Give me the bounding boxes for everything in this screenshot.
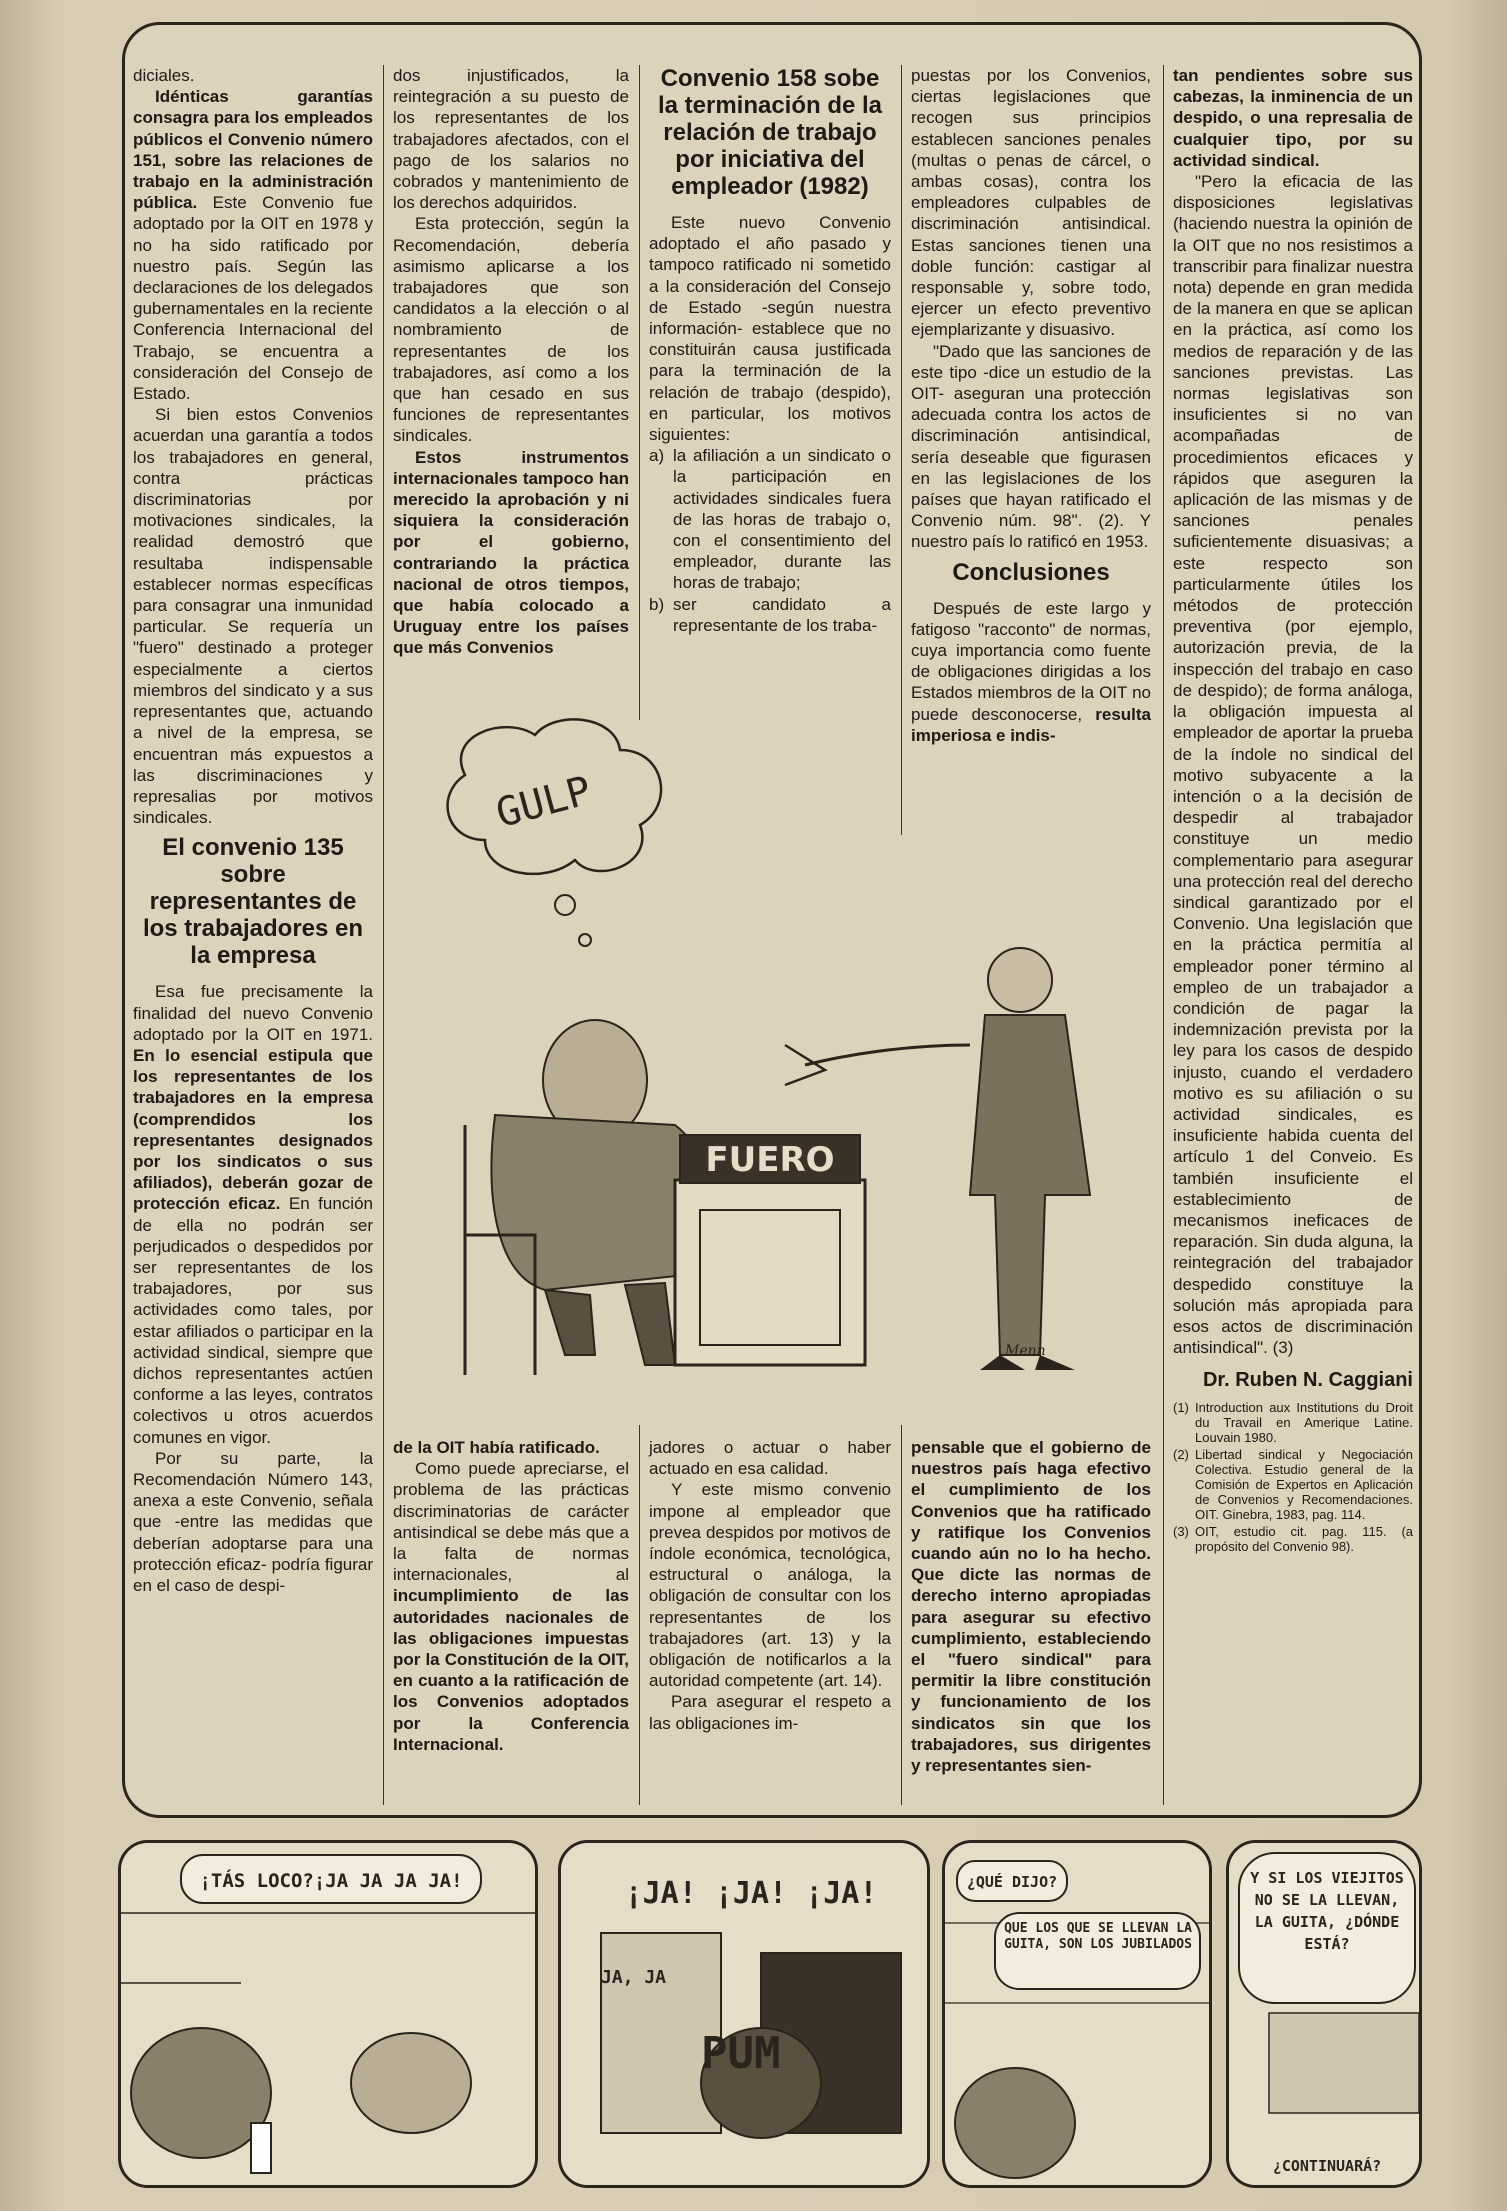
- section-heading: Convenio 158 sobe la terminación de la relación de trabajo por iniciativa del empleador (1982): [657, 65, 883, 200]
- comic-panel-2: [558, 1840, 930, 2188]
- sound-effect-text: PUM: [701, 2028, 781, 2079]
- speech-balloon-text: ¿QUÉ DIJO?: [966, 1873, 1058, 1891]
- paragraph: pensable que el gobierno de nuestros país haga efectivo el cumplimiento de los Convenios que ha ratificado y ratifique los Convenios cuando aún no lo ha hecho. Que dicte las normas de derecho interno apropiadas para asegurar su efectivo cumplimiento, estableciendo el "fuero sindical" para permitir la libre constitución y funcionamiento de los sindicatos sin que los trabajadores, sus dirigentes y representantes sien-: [911, 1438, 1151, 1776]
- paragraph: de la OIT había ratificado.: [393, 1438, 600, 1457]
- article-frame: [122, 22, 1422, 1818]
- paragraph: Este nuevo Convenio adoptado el año pasado y tampoco ratificado ni sometido a la consideración del Consejo de Estado -según nuestra información- establece que no constituirán causa justificada para la terminación de la relación de trabajo (despido), en particular, los motivos siguientes:: [649, 213, 891, 445]
- laugh-small-text: JA, JA: [601, 1967, 667, 1988]
- footnote: (2) Libertad sindical y Negociación Colectiva. Estudio general de la Comisión de Expertos en Aplicación de Convenios y Recomendaciones. OIT. Ginebra, 1983, pag. 114.: [1173, 1447, 1413, 1523]
- speech-balloon-text: Y SI LOS VIEJITOS NO SE LA LLEVAN, LA GUITA, ¿DÓNDE ESTÁ?: [1250, 1869, 1404, 1953]
- column-5: [1173, 65, 1413, 1556]
- speech-balloon-text: QUE LOS QUE SE LLEVAN LA GUITA, SON LOS JUBILADOS: [1004, 1921, 1192, 1952]
- paragraph: Y este mismo convenio impone al empleador que prevea despidos por motivos de índole económica, tecnológica, estructural o análoga, la obligación de consultar con los representantes de los trabajadores (art. 13) y la obligación de notificarlos a la autoridad competente (art. 14).: [649, 1480, 891, 1691]
- footnote: (3) OIT, estudio cit. pag. 115. (a propósito del Convenio 98).: [1173, 1524, 1413, 1555]
- paragraph: Si bien estos Convenios acuerdan una garantía a todos los trabajadores en general, contra prácticas discriminatorias por motivaciones sindicales, la realidad demostró que resultaba indispensable establecer normas específicas para consagrar una inmunidad particular. Se requería un "fuero" destinado a proteger especialmente a ciertos miembros del sindicato y a sus representantes que, actuando a nivel de la empresa, se encuentran más expuestos a las discriminaciones y represalias por motivos sindicales.: [133, 405, 373, 828]
- paragraph: "Dado que las sanciones de este tipo -dice un estudio de la OIT- aseguran una protección adecuada contra los actos de discriminación antisindical, sería deseable que figurasen en las legislaciones de los países que hayan ratificado el Convenio núm. 98". (2). Y nuestro país lo ratificó en 1953.: [911, 341, 1151, 552]
- comic-panel-4: [1226, 1840, 1422, 2188]
- paragraph: "Pero la eficacia de las disposiciones legislativas (haciendo nuestra la opinión de la OIT que no nos resistimos a transcribir para finalizar nuestra nota) depende en gran medida de la manera en que se aplican en la práctica, así como los medios de reparación y de las sanciones previstas. Las normas legislativas son insuficientes si no van acompañadas de procedimientos eficaces y rápidos que aseguren la aplicación de las mismas y de sanciones penales suficientemente disuasivas; a este respecto son particularmente útiles los métodos de protección preventiva (por ejemplo, autorización previa, de la inspección del trabajo en caso de despido); de forma análoga, la obligación impuesta al empleador de aportar la prueba de la índole no sindical del motivo subyacente a la intención o a la decisión de despedir al trabajador constituye un medio complementario para asegurar una protección real del derecho sindical garantizado por el Convenio. Una legislación que en la práctica permitía al empleador poner término al empleo de un trabajador a condición de pagar la indemnización prevista por la ley para los casos de despido injusto, cuando el verdadero motivo es su afiliación o su actividad sindicales, es insuficiente habida cuenta del artículo 1 del Conveio. Es también insuficiente el establecimiento de mecanismos ineficaces de reparación. Sin duda alguna, la reintegración del trabajador despedido constituye la solución más apropiada para esos actos de discriminación antisindical". (3): [1173, 172, 1413, 1358]
- paragraph: Idénticas garantías consagra para los empleados públicos el Convenio número 151, sobre las relaciones de trabajo en la administración pública. Este Convenio fue adoptado por la OIT en 1978 y no ha sido ratificado por nuestro país. Según las declaraciones de los delegados gubernamentales en la reciente Conferencia Internacional del Trabajo, se encuentra a consideración del Consejo de Estado.: [133, 87, 373, 404]
- paragraph: Estos instrumentos internacionales tampoco han merecido la aprobación y ni siquiera la consideración por el gobierno, contrariando la práctica nacional de otros tiempos, que había colocado a Uruguay entre los países que más Convenios: [393, 447, 629, 658]
- cartoon-drawing: [425, 715, 1125, 1405]
- paragraph: diciales.: [133, 66, 195, 85]
- to-be-continued-text: ¿CONTINUARÁ?: [1272, 2157, 1382, 2175]
- paragraph: tan pendientes sobre sus cabezas, la inminencia de un despido, o una represalia de cualquier tipo, por su actividad sindical.: [1173, 66, 1413, 170]
- paragraph: puestas por los Convenios, ciertas legislaciones que recogen sus principios establecen sanciones penales (multas o penas de cárcel, o ambas cosas), contra los empleadores culpables de discriminación antisindical. Estas sanciones tienen una doble función: castigar al responsable y, sobre todo, ejercer un efecto preventivo ejemplarizante y disuasivo.: [911, 66, 1151, 340]
- column-3: [649, 65, 891, 636]
- bottom-column-4: [911, 1437, 1151, 1776]
- footnotes: [1173, 1400, 1413, 1554]
- bottom-column-2: [393, 1437, 629, 1755]
- bottom-column-3: [649, 1437, 891, 1734]
- section-heading: El convenio 135 sobre representantes de los trabajadores en la empresa: [142, 834, 364, 970]
- column-divider: [901, 1425, 902, 1805]
- comic-panel-3: [942, 1840, 1212, 2188]
- laugh-text: ¡JA! ¡JA! ¡JA!: [624, 1876, 878, 1911]
- column-2: [393, 65, 629, 659]
- section-heading: Conclusiones: [952, 558, 1110, 586]
- author-byline: Dr. Ruben N. Caggiani: [1202, 1369, 1413, 1392]
- artist-signature: Menn: [1005, 1343, 1046, 1359]
- footnote: (1) Introduction aux Institutions du Droit du Travail en Amerique Latine. Louvain 1980.: [1173, 1400, 1413, 1446]
- comic-panel-1: [118, 1840, 538, 2188]
- paragraph: Como puede apreciarse, el problema de las prácticas discriminatorias de carácter antisindical se debe más que a la falta de normas internacionales, al incumplimiento de las autoridades nacionales de las obligaciones impuestas por la Constitución de la OIT, en cuanto a la ratificación de los Convenios adoptados por la Conferencia Internacional.: [393, 1459, 629, 1754]
- desk-sign-text: FUERO: [705, 1140, 835, 1180]
- paragraph: Esa fue precisamente la finalidad del nuevo Convenio adoptado por la OIT en 1971. En lo esencial estipula que los representantes de los trabajadores en la empresa (comprendidos los representantes designados por los sindicatos o sus afiliados), deberán gozar de protección eficaz. En función de ella no podrán ser perjudicados o despedidos por ser representantes de los trabajadores, por sus actividades como tales, por estar afiliados o participar en la actividad sindical, siempre que dichos representantes actúen conforme a las leyes, contratos colectivos u otros acuerdos comunes en vigor.: [133, 982, 373, 1447]
- thought-text: GULP: [491, 767, 597, 838]
- paragraph: Para asegurar el respeto a las obligaciones im-: [649, 1692, 891, 1733]
- paragraph: jadores o actuar o haber actuado en esa calidad.: [649, 1438, 891, 1479]
- column-1: [133, 65, 373, 1596]
- paragraph: dos injustificados, la reintegración a su puesto de los representantes de los trabajadores afectados, con el pago de los salarios no cobrados y mantenimiento de los derechos adquiridos.: [393, 66, 629, 213]
- list-item: a) la afiliación a un sindicato o la participación en actividades sindicales fuera de las horas de trabajo o, con el consentimiento del empleador, durante las horas de trabajo;: [649, 446, 891, 593]
- paragraph: Después de este largo y fatigoso "racconto" de normas, cuya importancia como fuente de obligaciones dirigidas a los Estados miembros de la OIT no puede desconocerse, resulta imperiosa e indis-: [911, 598, 1151, 745]
- list-item: b) ser candidato a representante de los traba-: [649, 594, 891, 635]
- column-divider: [639, 65, 640, 720]
- paragraph: Esta protección, según la Recomendación, debería asimismo aplicarse a los trabajadores que son candidatos a la elección o al nombramiento de representantes de los trabajadores, así como a los que han cesado en sus funciones de representantes sindicales.: [393, 214, 629, 446]
- column-divider: [639, 1425, 640, 1805]
- speech-balloon-text: ¡TÁS LOCO?¡JA JA JA JA!: [199, 1870, 463, 1892]
- column-divider: [1163, 65, 1164, 1805]
- editorial-cartoon: [425, 715, 1125, 1405]
- column-4: [911, 65, 1151, 746]
- paragraph: Por su parte, la Recomendación Número 143, anexa a este Convenio, señala que -entre las medidas que deberían adoptarse para una protección eficaz- podría figurar en el caso de despi-: [133, 1448, 373, 1595]
- column-divider: [383, 65, 384, 1805]
